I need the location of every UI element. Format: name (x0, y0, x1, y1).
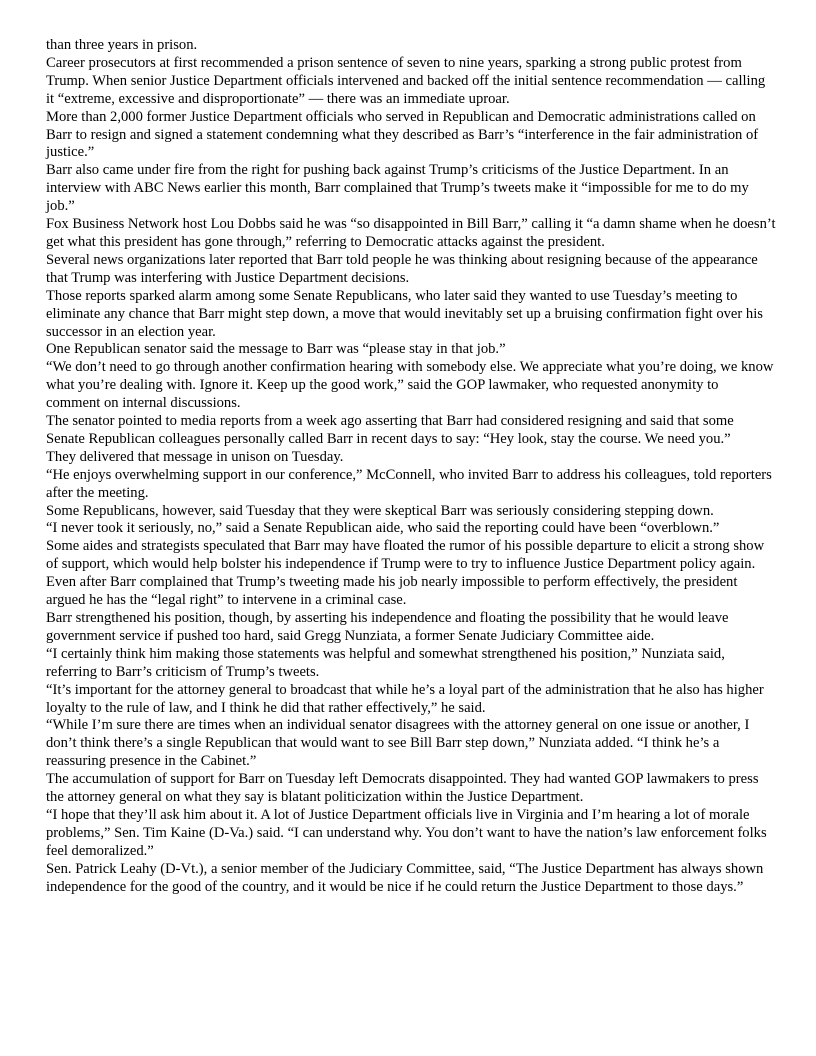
paragraph: “He enjoys overwhelming support in our conference,” McConnell, who invited Barr to address his colleagues, told reporters after the meeting. (46, 466, 772, 501)
paragraph: Those reports sparked alarm among some Senate Republicans, who later said they wanted to use Tuesday’s meeting to eliminate any chance that Barr might step down, a move that would inevitably set up a bruising confirmation fight over his successor in an election year. (46, 287, 763, 340)
paragraph: Barr strengthened his position, though, by asserting his independence and floating the possibility that he would leave government service if pushed too hard, said Gregg Nunziata, a former Senate Judiciary Committee aide. (46, 610, 729, 644)
paragraph: “I never took it seriously, no,” said a Senate Republican aide, who said the reporting could have been “overblown.” (46, 520, 720, 537)
paragraph: They delivered that message in unison on Tuesday. (46, 448, 344, 465)
paragraph: One Republican senator said the message to Barr was “please stay in that job.” (46, 341, 506, 358)
paragraph: “I certainly think him making those statements was helpful and somewhat strengthened his position,” Nunziata said, referring to Barr’s criticism of Trump’s tweets. (46, 645, 725, 680)
paragraph: “While I’m sure there are times when an individual senator disagrees with the attorney general on one issue or another, I don’t think there’s a single Republican that would want to see Bill Barr step down,” Nunziata added. “I think he’s a reassuring presence in the Cabinet.” (46, 717, 750, 770)
paragraph: “We don’t need to go through another confirmation hearing with somebody else. We appreciate what you’re doing, we know what you’re dealing with. Ignore it. Keep up the good work,” said the GOP lawmaker, who requested anonymity to comment on internal discussions. (46, 359, 774, 412)
paragraph: Barr also came under fire from the right for pushing back against Trump’s criticisms of the Justice Department. In an interview with ABC News earlier this month, Barr complained that Trump’s tweets make it “impossible for me to do my job.” (46, 162, 749, 215)
paragraph: The accumulation of support for Barr on Tuesday left Democrats disappointed. They had wanted GOP lawmakers to press the attorney general on what they say is blatant politicization within the Justice Department. (46, 771, 759, 806)
paragraph: Fox Business Network host Lou Dobbs said he was “so disappointed in Bill Barr,” calling it “a damn shame when he doesn’t get what this president has gone through,” referring to Democratic attacks against the president. (46, 216, 776, 250)
paragraph: Career prosecutors at first recommended a prison sentence of seven to nine years, sparking a strong public protest from Trump. When senior Justice Department officials intervened and backed off the initial sentence recommendation — calling it “extreme, excessive and disproportionate” — there was an immediate uproar. (46, 54, 766, 107)
paragraph: than three years in prison. (46, 37, 198, 53)
paragraph: Some Republicans, however, said Tuesday that they were skeptical Barr was seriously considering stepping down. (46, 502, 714, 519)
paragraph: “It’s important for the attorney general to broadcast that while he’s a loyal part of the administration that he also has higher loyalty to the rule of law, and I think he did that rather effectively,” he said. (46, 681, 764, 716)
paragraph: Several news organizations later reported that Barr told people he was thinking about resigning because of the appearance that Trump was interfering with Justice Department decisions. (46, 251, 758, 286)
paragraph: Even after Barr complained that Trump’s tweeting made his job nearly impossible to perform effectively, the president argued he has the “legal right” to intervene in a criminal case. (46, 574, 738, 609)
article-body (46, 37, 776, 897)
paragraph: The senator pointed to media reports from a week ago asserting that Barr had considered resigning and said that some Senate Republican colleagues personally called Barr in recent days to say: “Hey look, stay the course. We need you.” (46, 413, 734, 447)
paragraph: Some aides and strategists speculated that Barr may have floated the rumor of his possible departure to elicit a strong show of support, which would help bolster his independence if Trump were to try to influence Justice Department policy again. (46, 538, 765, 573)
paragraph: More than 2,000 former Justice Department officials who served in Republican and Democratic administrations called on Barr to resign and signed a statement condemning what they described as Barr’s “interference in the fair administration of justice.” (46, 108, 759, 161)
paragraph: Sen. Patrick Leahy (D-Vt.), a senior member of the Judiciary Committee, said, “The Justice Department has always shown independence for the good of the country, and it would be nice if he could return the Justice Department to those days.” (46, 860, 764, 895)
paragraph: “I hope that they’ll ask him about it. A lot of Justice Department officials live in Virginia and I’m hearing a lot of morale problems,” Sen. Tim Kaine (D-Va.) said. “I can understand why. You don’t want to have the nation’s law enforcement folks feel demoralized.” (46, 806, 767, 859)
